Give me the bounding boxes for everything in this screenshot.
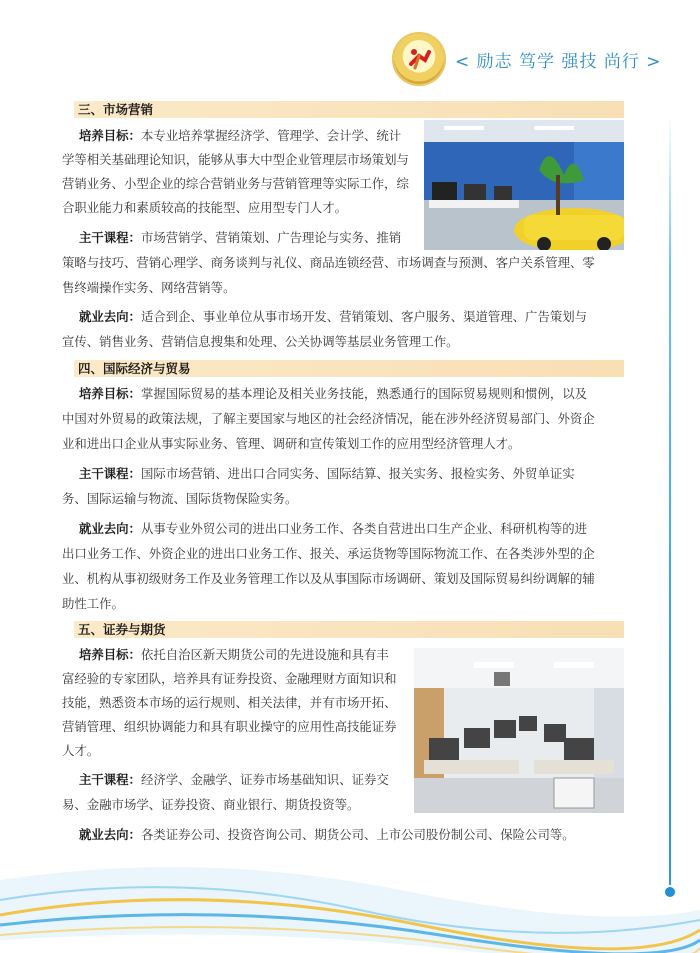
field-text: 出口业务工作、外资企业的进出口业务工作、报关、承运货物等国际物流工作、在各类涉外型的企 (62, 546, 595, 561)
footer-waves (0, 840, 700, 953)
field-label: 就业去向： (79, 827, 141, 842)
text-line (79, 521, 587, 537)
text-line (79, 128, 401, 144)
field-text: 售终端操作实务、网络营销等。 (62, 280, 236, 295)
field-text: 业、机构从事初级财务工作及业务管理工作以及从事国际市场调研、策划及国际贸易纠纷调解的辅 (62, 571, 595, 586)
field-text: 学等相关基础理论知识，能够从事大中型企业管理层市场策划与 (62, 152, 409, 167)
field-text: 掌握国际贸易的基本理论及相关业务技能，熟悉通行的国际贸易规则和惯例，以及 (140, 386, 588, 401)
field-label: 就业去向： (79, 521, 141, 536)
field-text: 中国对外贸易的政策法规，了解主要国家与地区的社会经济情况，能在涉外经济贸易部门、外资企 (62, 411, 595, 426)
field-label: 培养目标： (79, 647, 141, 662)
section-title: 四、国际经济与贸易 (78, 361, 191, 376)
text-line (79, 647, 389, 663)
field-text: 富经验的专家团队，培养具有证券投资、金融理财方面知识和 (62, 671, 397, 686)
field-text: 国际市场营销、进出口合同实务、国际结算、报关实务、报检实务、外贸单证实 (140, 466, 575, 481)
field-text: 适合到企、事业单位从事市场开发、营销策划、客户服务、渠道管理、广告策划与 (140, 309, 588, 324)
text-line (79, 309, 587, 325)
trading-room-photo (414, 648, 624, 813)
classroom-photo (424, 120, 624, 250)
text-line (62, 152, 409, 168)
text-line (62, 797, 359, 813)
field-text: 助性工作。 (62, 596, 124, 611)
text-line (79, 386, 587, 402)
text-line (62, 571, 595, 587)
field-text: 各类证券公司、投资咨询公司、期货公司、上市公司股份制公司、保险公司等。 (140, 827, 575, 842)
text-line (62, 334, 459, 350)
section-title: 五、证券与期货 (78, 622, 166, 637)
text-line (62, 671, 397, 687)
text-line (62, 596, 124, 612)
text-line (62, 200, 347, 216)
field-text: 本专业培养掌握经济学、管理学、会计学、统计 (140, 128, 402, 143)
text-line (62, 255, 595, 271)
field-text: 易、金融市场学、证券投资、商业银行、期货投资等。 (62, 797, 360, 812)
text-line (62, 719, 397, 735)
field-label: 培养目标： (79, 128, 141, 143)
field-text: 营销业务、小型企业的综合营销业务与营销管理等实际工作，综 (62, 176, 409, 191)
field-label: 培养目标： (79, 386, 141, 401)
field-text: 宣传、销售业务、营销信息搜集和处理、公关协调等基层业务管理工作。 (62, 334, 459, 349)
decorative-vertical-line (669, 115, 671, 885)
field-text: 从事专业外贸公司的进出口业务工作、各类自营进出口生产企业、科研机构等的进 (140, 521, 588, 536)
text-line (62, 176, 409, 192)
school-logo-icon (392, 32, 446, 86)
text-line (62, 491, 297, 507)
slogan: < 励志 笃学 强技 尚行 > (455, 52, 662, 72)
section-heading-securities-futures (62, 621, 624, 638)
field-text: 务、国际运输与物流、国际货物保险实务。 (62, 491, 298, 506)
runner-icon (405, 44, 433, 72)
text-line (62, 280, 235, 296)
section-heading-international-trade (62, 360, 624, 377)
field-text: 市场营销学、营销策划、广告理论与实务、推销 (140, 230, 402, 245)
text-line (62, 411, 595, 427)
section-title: 三、市场营销 (78, 102, 154, 117)
text-line (79, 230, 401, 246)
field-text: 业和进出口企业从事实际业务、管理、调研和宣传策划工作的应用型经济管理人才。 (62, 436, 521, 451)
field-text: 经济学、金融学、证券市场基础知识、证券交 (140, 772, 389, 787)
field-text: 营销管理、组织协调能力和具有职业操守的应用性高技能证券 (62, 719, 397, 734)
field-label: 就业去向： (79, 309, 141, 324)
text-line (62, 546, 595, 562)
field-text: 合职业能力和素质较高的技能型、应用型专门人才。 (62, 200, 347, 215)
text-line (62, 436, 520, 452)
field-label: 主干课程： (79, 772, 141, 787)
field-text: 依托自治区新天期货公司的先进设施和具有丰 (140, 647, 389, 662)
field-label: 主干课程： (79, 230, 141, 245)
text-line (79, 466, 575, 482)
field-label: 主干课程： (79, 466, 141, 481)
field-text: 人才。 (62, 743, 100, 758)
text-line (79, 772, 389, 788)
field-text: 策略与技巧、营销心理学、商务谈判与礼仪、商品连锁经营、市场调查与预测、客户关系管理、零 (62, 255, 595, 270)
text-line (62, 695, 397, 711)
field-text: 技能，熟悉资本市场的运行规则、相关法律，并有市场开拓、 (62, 695, 397, 710)
section-heading-marketing (62, 101, 624, 118)
text-line (62, 743, 99, 759)
